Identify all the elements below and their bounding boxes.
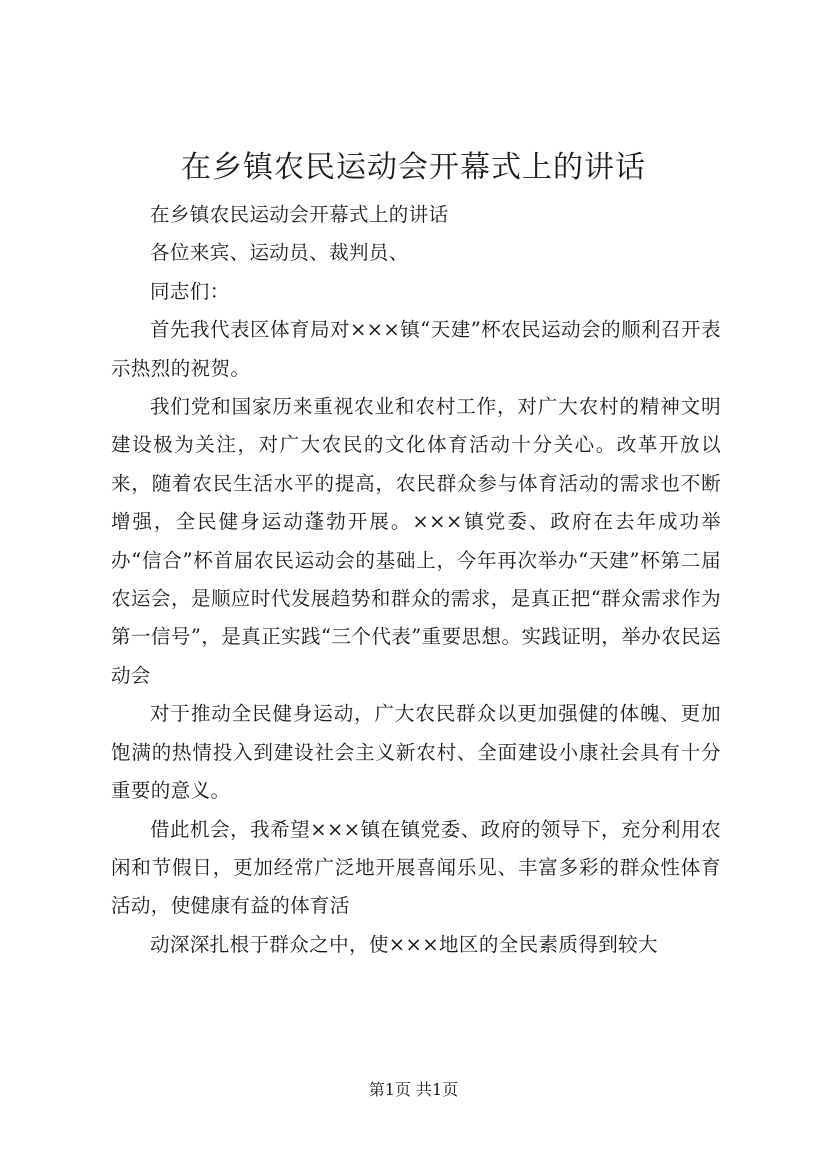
paragraph-subtitle: 在乡镇农民运动会开幕式上的讲话 [150,203,449,226]
paragraph-significance: 对于推动全民健身运动，广大农民群众以更加强健的体魄、更加饱满的热情投入到建设社会主义新农村、全面建设小康社会具有十分重要的意义。 [111,702,721,803]
page-number-label: 第1页 共1页 [368,1080,459,1099]
paragraph-salutation-comrades: 同志们： [150,279,230,303]
paragraph-congratulations: 首先我代表区体育局对×××镇“天建”杯农民运动会的顺利召开表示热烈的祝贺。 [111,318,721,380]
paragraph-continuation: 动深深扎根于群众之中，使×××地区的全民素质得到较大 [150,932,658,956]
paragraph-salutation: 各位来宾、运动员、裁判员、 [150,241,409,265]
paragraph-background: 我们党和国家历来重视农业和农村工作，对广大农村的精神文明建设极为关注，对广大农民的文化体育活动十分关心。改革开放以来，随着农民生活水平的提高，农民群众参与体育活动的需求也不断增强，全民健身运动蓬勃开展。×××镇党委、政府在去年成功举办“信合”杯首届农民运动会的基础上，今年再次举办“天建”杯第二届农运会，是顺应时代发展趋势和群众的需求，是真正把“群众需求作为第一信号”，是真正实践“三个代表”重要思想。实践证明，举办农民运动会 [111,395,721,687]
paragraph-hope: 借此机会，我希望×××镇在镇党委、政府的领导下，充分利用农闲和节假日，更加经常广泛地开展喜闻乐见、丰富多彩的群众性体育活动，使健康有益的体育活 [111,817,721,918]
document-body [111,196,721,964]
page-footer [0,1080,827,1100]
document-title: 在乡镇农民运动会开幕式上的讲话 [181,150,646,185]
